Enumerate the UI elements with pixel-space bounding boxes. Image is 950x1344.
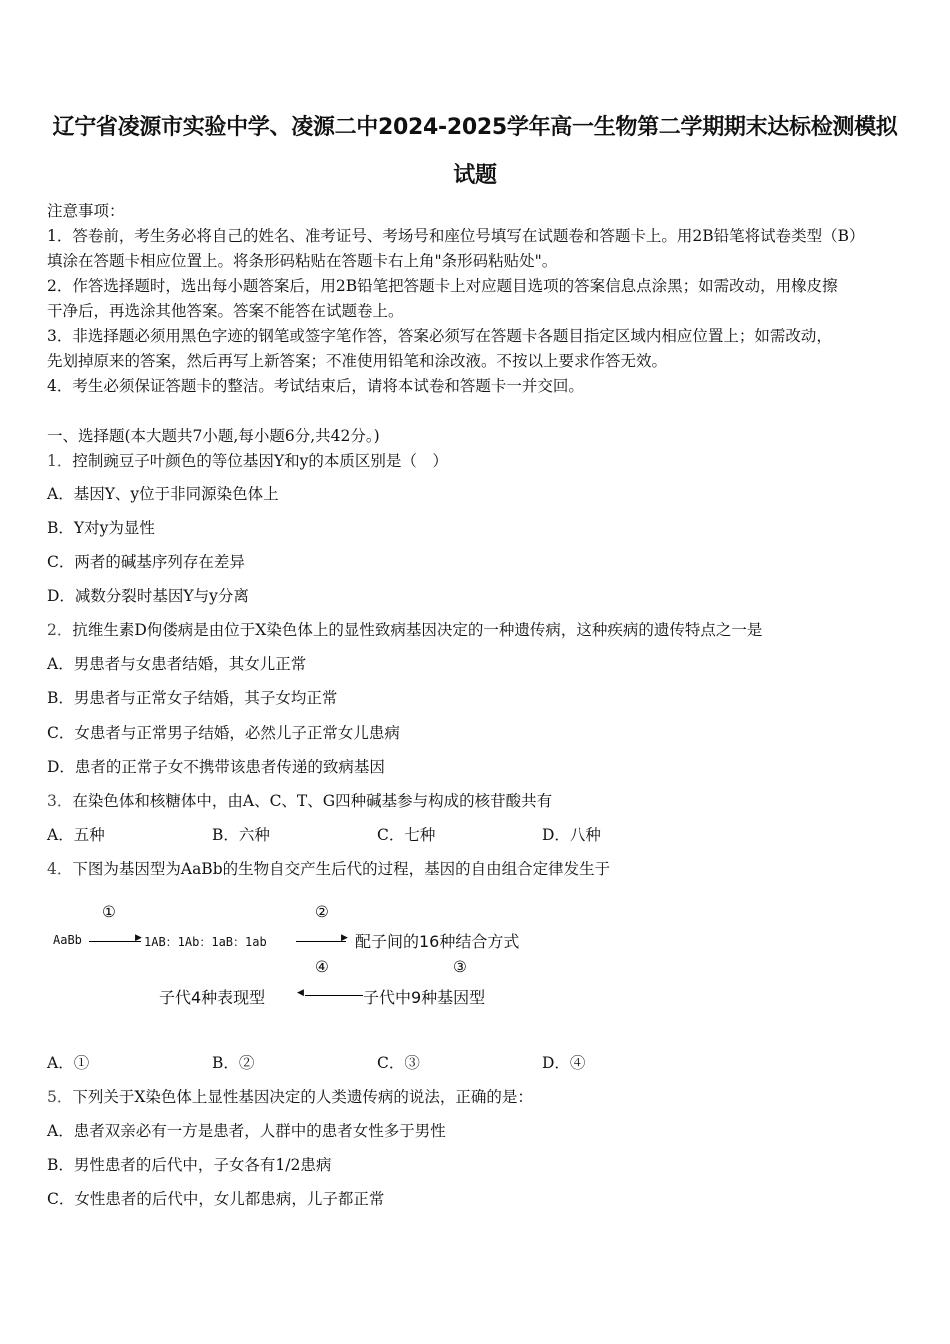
step-2-label: ② [315,903,329,921]
notes-heading: 注意事项： [47,202,125,220]
note-line: 先划掉原来的答案，然后再写上新答案；不准使用铅笔和涂改液。不按以上要求作答无效。 [47,352,668,370]
question-stem: 控制豌豆子叶颜色的等位基因Y和y的本质区别是（ ） [72,452,448,470]
option: B．六种 [212,826,270,844]
option: C．③ [377,1054,420,1072]
note-line: 4．考生必须保证答题卡的整洁。考试结束后，请将本试卷和答题卡一并交回。 [47,377,584,395]
offspring-phenotypes: 子代4种表现型 [159,988,266,1007]
option: A．① [47,1054,90,1072]
genetics-process-diagram [47,895,567,1015]
question-stem: 在染色体和核糖体中，由A、C、T、G四种碱基参与构成的核苷酸共有 [72,792,553,810]
arrowhead-icon: ▶ [341,933,348,943]
arrow-icon [296,941,346,942]
question-3 [47,791,552,811]
question-stem: 下图为基因型为AaBb的生物自交产生后代的过程，基因的自由组合定律发生于 [72,860,611,878]
parent-genotype: AaBb [53,933,82,947]
note-line: 干净后，再选涂其他答案。答案不能答在试题卷上。 [47,302,404,320]
note-line: 1．答卷前，考生务必将自己的姓名、准考证号、考场号和座位号填写在试题卷和答题卡上。用2B铅笔将试卷类型（B） [47,227,865,245]
option: B．男患者与正常女子结婚，其子女均正常 [47,689,338,707]
step-3-label: ③ [453,958,467,976]
option: B．男性患者的后代中，子女各有1/2患病 [47,1156,332,1174]
question-number: 1． [47,452,73,470]
arrow-icon [305,995,363,996]
arrow-icon [89,941,141,942]
question-number: 4． [47,860,73,878]
option: C．七种 [377,826,436,844]
question-number: 3． [47,792,73,810]
question-5 [47,1087,533,1107]
option: D．④ [542,1054,586,1072]
note-line: 2．作答选择题时，选出每小题答案后，用2B铅笔把答题卡上对应题目选项的答案信息点涂黑；如需改动，用橡皮擦 [47,277,838,295]
option: D．患者的正常子女不携带该患者传递的致病基因 [47,758,385,776]
page-title-cont: 试题 [453,163,497,188]
option: B．Y对y为显性 [47,519,155,537]
option: C．女性患者的后代中，女儿都患病，儿子都正常 [47,1190,385,1208]
page-title: 辽宁省凌源市实验中学、凌源二中2024-2025学年高一生物第二学期期末达标检测模拟 [52,115,898,140]
step-4-label: ④ [315,958,329,976]
question-stem: 下列关于X染色体上显性基因决定的人类遗传病的说法，正确的是： [72,1088,533,1106]
option: D．减数分裂时基因Y与y分离 [47,587,249,605]
question-4 [47,859,610,879]
question-stem: 抗维生素D佝偻病是由位于X染色体上的显性致病基因决定的一种遗传病，这种疾病的遗传特点之一是 [72,621,763,639]
step-1-label: ① [102,903,116,921]
arrowhead-icon: ▶ [135,933,142,943]
note-line: 3．非选择题必须用黑色字迹的钢笔或签字笔作答，答案必须写在答题卡各题目指定区域内相应位置上；如需改动， [47,327,832,345]
option: A．基因Y、y位于非同源染色体上 [47,485,279,503]
option: A．患者双亲必有一方是患者，人群中的患者女性多于男性 [47,1122,446,1140]
arrowhead-left-icon: ◀ [297,988,304,998]
question-1 [47,451,448,471]
option: A．五种 [47,826,105,844]
section-heading: 一、选择题(本大题共7小题,每小题6分,共42分。) [47,427,380,445]
option: C．两者的碱基序列存在差异 [47,553,245,571]
option: A．男患者与女患者结婚，其女儿正常 [47,655,307,673]
option: C．女患者与正常男子结婚，必然儿子正常女儿患病 [47,724,400,742]
question-number: 5． [47,1088,73,1106]
note-line: 填涂在答题卡相应位置上。将条形码粘贴在答题卡右上角"条形码粘贴处"。 [47,252,558,270]
option: D．八种 [542,826,601,844]
fertilization-combos: 配子间的16种结合方式 [355,932,520,951]
gamete-ratio: 1AB：1Ab：1aB：1ab [144,935,267,949]
question-number: 2． [47,621,73,639]
option: B．② [212,1054,255,1072]
question-2 [47,620,762,640]
offspring-genotypes: 子代中9种基因型 [363,988,486,1007]
